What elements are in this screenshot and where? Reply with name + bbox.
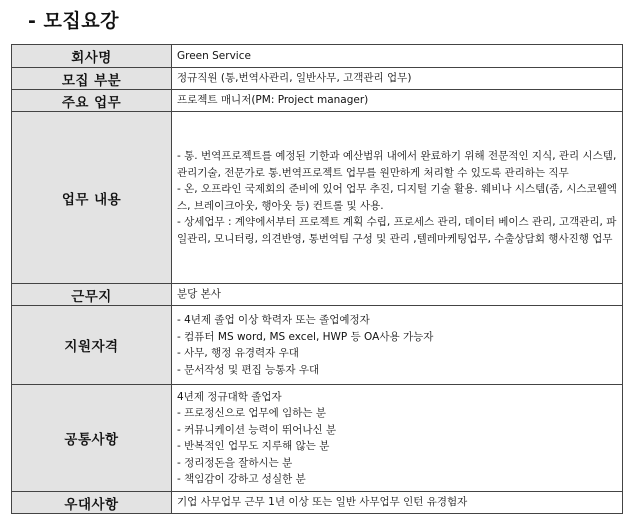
value-line: - 정리정돈을 잘하시는 분 [177, 456, 293, 469]
value-line: 4년제 정규대학 졸업자 [177, 390, 282, 403]
row-label: 근무지 [12, 284, 172, 306]
table-row-recruit-part [12, 68, 623, 90]
page-title: - 모집요강 [28, 10, 119, 32]
value-line: - 컴퓨터 MS word, MS excel, HWP 등 OA사용 가능자 [177, 330, 434, 343]
row-label: 주요 업무 [12, 90, 172, 112]
row-label: 업무 내용 [12, 112, 172, 284]
value-line: 분당 본사 [177, 288, 221, 301]
table-row-preferences [12, 492, 623, 514]
row-value [172, 385, 623, 492]
value-line: - 사무, 행정 유경력자 우대 [177, 347, 299, 359]
value-line: Green Service [177, 49, 251, 62]
row-label: 공통사항 [12, 385, 172, 492]
table-row-company [12, 45, 623, 68]
row-label: 모집 부분 [12, 68, 172, 90]
value-line: - 프로정신으로 업무에 임하는 분 [177, 407, 326, 419]
value-line: - 상세업무 : 계약에서부터 프로젝트 계획 수립, 프로세스 관리, 데이터 베이스 관리, 고객관리, 파일관리, 모니터링, 의견반영, 통번역팀 구성 및 관리 ,텔레마케팅업무, 수출상담회 행사진행 업무 [177, 216, 617, 245]
row-label: 우대사항 [12, 492, 172, 514]
table-row-qualification [12, 306, 623, 385]
row-value [172, 90, 623, 112]
value-line: - 책임감이 강하고 성실한 분 [177, 473, 306, 485]
value-line: 정규직원 (통,번역사관리, 일반사무, 고객관리 업무) [177, 72, 412, 85]
table-row-workplace [12, 284, 623, 306]
row-label: 회사명 [12, 45, 172, 68]
row-value [172, 492, 623, 514]
row-value [172, 306, 623, 385]
value-line: - 커뮤니케이션 능력이 뛰어나신 분 [177, 423, 337, 436]
value-line: - 4년제 졸업 이상 학력자 또는 졸업예정자 [177, 314, 370, 326]
row-value [172, 112, 623, 284]
recruitment-table [11, 44, 623, 514]
table-row-common-requirements [12, 385, 623, 492]
value-line: 프로젝트 매니저(PM: Project manager) [177, 94, 369, 107]
value-line: - 통. 번역프로젝트를 예정된 기한과 예산범위 내에서 완료하기 위해 전문적인 지식, 관리 시스템, 관리기술, 전문가로 통.번역프로젝트 업무를 원만하게 처리할 수 있도록 관리하는 직무 [177, 150, 617, 179]
value-line: - 문서작성 및 편집 능통자 우대 [177, 363, 320, 376]
value-line: - 반복적인 업무도 지루해 않는 분 [177, 440, 330, 452]
row-label: 지원자격 [12, 306, 172, 385]
table-row-main-task [12, 90, 623, 112]
row-value [172, 284, 623, 306]
row-value [172, 45, 623, 68]
table-row-job-description [12, 112, 623, 284]
value-line: - 온, 오프라인 국제회의 준비에 있어 업무 추진, 디지털 기술 활용. 웨비나 시스템(줌, 시스코웰엑스, 브레이크아웃, 행아웃 등) 컨트롤 및 사용. [177, 183, 617, 212]
value-line: 기업 사무업무 근무 1년 이상 또는 일반 사무업무 인턴 유경험자 [177, 496, 468, 509]
row-value [172, 68, 623, 90]
